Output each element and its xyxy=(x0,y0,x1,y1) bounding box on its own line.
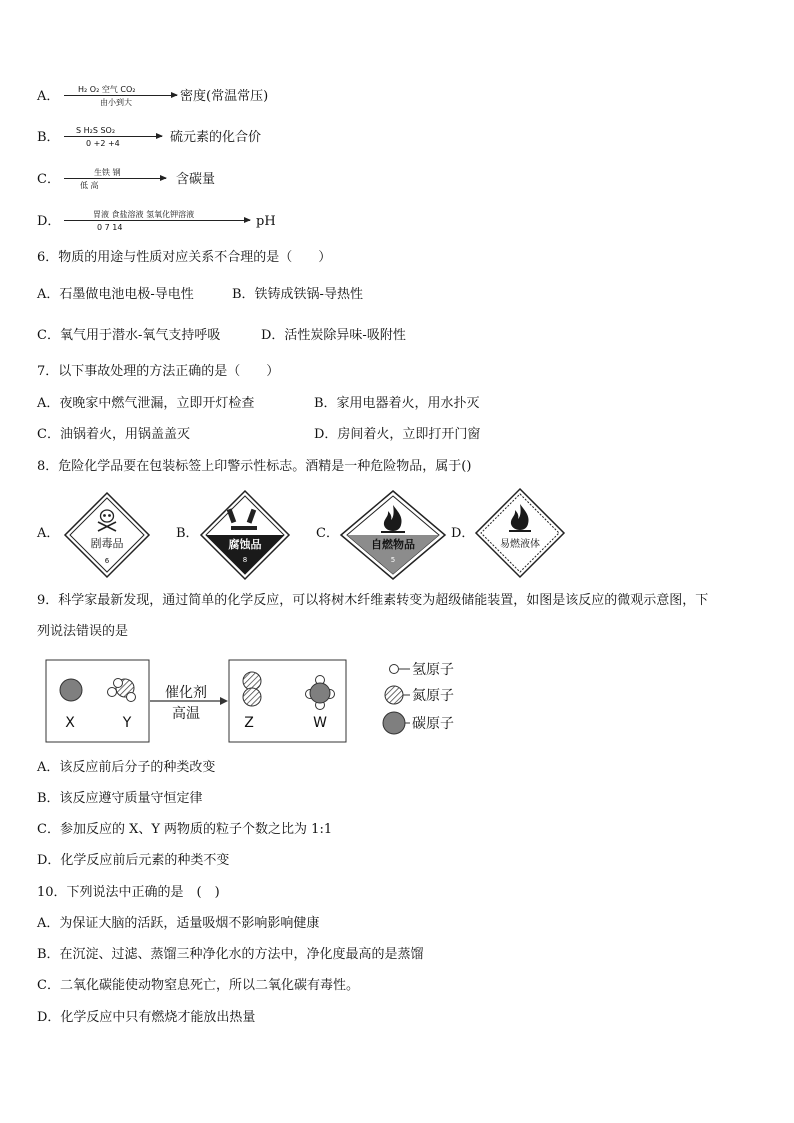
q9-option-c: C．参加反应的 X、Y 两物质的粒子个数之比为 1:1 xyxy=(37,822,333,837)
q5-option-a-tail: 密度(常温常压) xyxy=(180,89,269,104)
q10-option-b: B．在沉淀、过滤、蒸馏三种净化水的方法中，净化度最高的是蒸馏 xyxy=(37,947,424,962)
q9-option-d: D．化学反应前后元素的种类不变 xyxy=(37,853,230,868)
q5-option-a-above: H₂ O₂ 空气 CO₂ xyxy=(78,85,136,94)
q9-stem-line2: 列说法错误的是 xyxy=(37,624,129,639)
label-z: Z xyxy=(244,715,254,731)
q5-option-b-above: S H₂S SO₂ xyxy=(76,126,116,135)
corrosive-sign-label: 腐蚀品 xyxy=(228,538,262,551)
label-w: W xyxy=(313,715,327,731)
spontaneous-combustion-sign-label: 自燃物品 xyxy=(371,538,415,551)
q8-stem: 8．危险化学品要在包装标签上印警示性标志。酒精是一种危险物品，属于() xyxy=(37,459,472,474)
hydrogen-atom xyxy=(127,693,136,702)
q10-stem: 10．下列说法中正确的是 ( ) xyxy=(37,885,220,900)
legend-carbon-icon xyxy=(383,712,405,734)
q5-option-d-letter: D． xyxy=(37,214,61,229)
q5-option-b-below: 0 +2 +4 xyxy=(86,139,120,148)
q5-option-c-letter: C． xyxy=(37,172,60,187)
q6-option-d: D．活性炭除异味-吸附性 xyxy=(261,328,406,343)
q9-option-b: B．该反应遵守质量守恒定律 xyxy=(37,791,203,806)
q9-option-a: A．该反应前后分子的种类改变 xyxy=(37,760,216,775)
label-x: X xyxy=(65,715,75,731)
q10-option-d: D．化学反应中只有燃烧才能放出热量 xyxy=(37,1010,256,1025)
q6-option-c: C．氧气用于潜水-氧气支持呼吸 xyxy=(37,328,221,343)
q5-option-d-below: 0 7 14 xyxy=(97,223,123,232)
q5-option-c-tail: 含碳量 xyxy=(176,172,216,187)
q5-option-d-tail: pH xyxy=(256,214,276,229)
legend-nitrogen-icon xyxy=(385,686,403,704)
legend-hydrogen-label: 氢原子 xyxy=(412,662,454,678)
q8-option-a: A． xyxy=(37,526,60,541)
flammable-liquid-sign-label: 易燃液体 xyxy=(500,539,540,550)
spontaneous-combustion-sign-number: 5 xyxy=(390,556,396,564)
carbon-atom xyxy=(60,679,82,701)
hydrogen-atom xyxy=(114,679,123,688)
q8-option-d: D． xyxy=(451,526,475,541)
label-y: Y xyxy=(122,715,132,731)
q9-stem-line1: 9．科学家最新发现，通过简单的化学反应，可以将树木纤维素转变为超级储能装置，如图是该反应的微观示意图，下 xyxy=(37,593,709,608)
q10-option-a: A．为保证大脑的活跃，适量吸烟不影响影响健康 xyxy=(37,916,320,931)
hydrogen-atom xyxy=(108,688,117,697)
q5-option-d-above: 胃液 食盐溶液 氢氧化钾溶液 xyxy=(93,210,195,219)
legend-carbon-label: 碳原子 xyxy=(412,716,454,732)
q6-option-a: A．石墨做电池电极-导电性 xyxy=(37,287,194,302)
legend-nitrogen-label: 氮原子 xyxy=(412,688,454,704)
q10-option-c: C．二氧化碳能使动物窒息死亡，所以二氧化碳有毒性。 xyxy=(37,978,359,993)
q5-option-a-letter: A． xyxy=(37,89,60,104)
q7-option-d: D．房间着火，立即打开门窗 xyxy=(314,427,481,442)
q5-option-a-below: 由小到大 xyxy=(100,98,132,107)
q7-option-b: B．家用电器着火，用水扑灭 xyxy=(314,396,480,411)
nitrogen-atom xyxy=(243,688,261,706)
carbon-atom xyxy=(310,683,330,703)
toxic-sign-label: 剧毒品 xyxy=(90,537,124,550)
condition-label: 高温 xyxy=(172,706,200,722)
nitrogen-atom xyxy=(243,672,261,690)
catalyst-label: 催化剂 xyxy=(165,685,207,701)
q7-option-a: A．夜晚家中燃气泄漏，立即开灯检查 xyxy=(37,396,255,411)
legend-hydrogen-icon xyxy=(390,665,399,674)
corrosive-sign-number: 8 xyxy=(242,556,248,564)
q5-option-b-tail: 硫元素的化合价 xyxy=(170,130,262,145)
q5-option-c-above: 生铁 钢 xyxy=(94,168,121,177)
q6-stem: 6．物质的用途与性质对应关系不合理的是（ ） xyxy=(37,250,332,265)
toxic-sign-number: 6 xyxy=(104,557,110,565)
q8-option-b: B． xyxy=(176,526,199,541)
q8-option-c: C． xyxy=(316,526,339,541)
q6-option-b: B．铁铸成铁锅-导热性 xyxy=(232,287,363,302)
q7-stem: 7．以下事故处理的方法正确的是（ ） xyxy=(37,364,280,379)
q5-option-c-below: 低 高 xyxy=(80,181,99,190)
q5-option-b-letter: B． xyxy=(37,130,60,145)
q7-option-c: C．油锅着火，用锅盖盖灭 xyxy=(37,427,190,442)
